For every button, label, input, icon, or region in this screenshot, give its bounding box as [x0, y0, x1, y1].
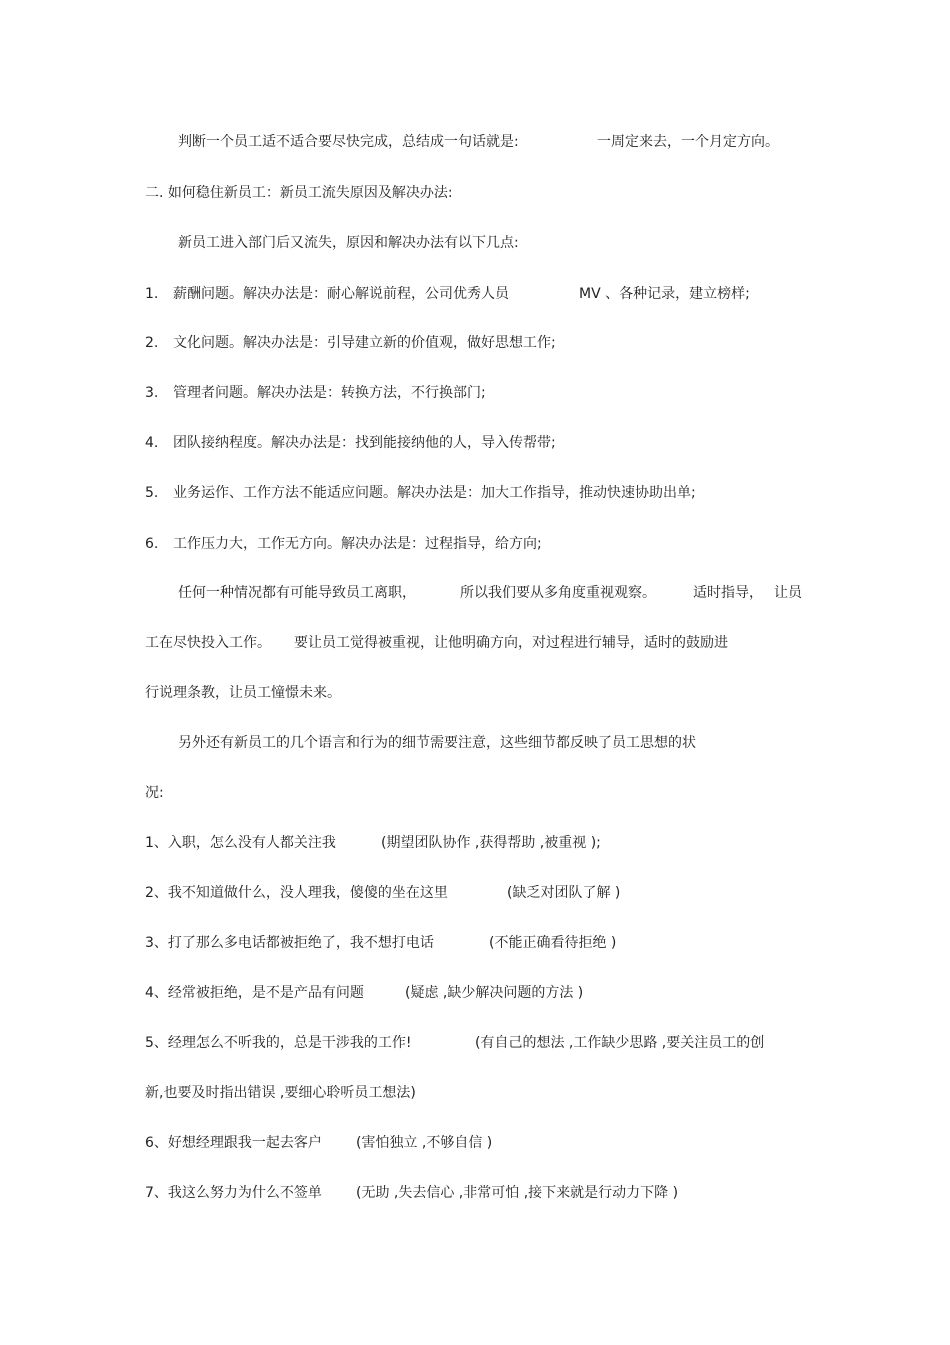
summary-text: 任何一种情况都有可能导致员工离职，	[178, 585, 416, 601]
detail-quote: 5、经理怎么不听我的，总是干涉我的工作!	[145, 1035, 412, 1051]
detail-quote: 3、打了那么多电话都被拒绝了，我不想打电话	[145, 935, 434, 951]
details-intro-line-2: 况:	[145, 785, 164, 801]
details-intro-line-1: 另外还有新员工的几个语言和行为的细节需要注意，这些细节都反映了员工思想的状	[178, 735, 696, 751]
detail-note: (缺乏对团队了解 )	[507, 885, 621, 901]
list-number: 5.	[145, 485, 159, 501]
list-text: 团队接纳程度。解决办法是：找到能接纳他的人，导入传帮带;	[173, 435, 556, 451]
detail-note: (害怕独立 ,不够自信 )	[356, 1135, 493, 1151]
intro-conclusion: 一周定来去，一个月定方向。	[597, 134, 779, 150]
list-text: 薪酬问题。解决办法是：耐心解说前程，公司优秀人员	[173, 286, 509, 302]
list-text: 文化问题。解决办法是：引导建立新的价值观，做好思想工作;	[173, 335, 556, 351]
detail-quote: 6、好想经理跟我一起去客户	[145, 1135, 322, 1151]
detail-quote: 4、经常被拒绝，是不是产品有问题	[145, 985, 364, 1001]
list-text: 管理者问题。解决办法是：转换方法，不行换部门;	[173, 385, 486, 401]
list-text: 工作压力大，工作无方向。解决办法是：过程指导，给方向;	[173, 536, 542, 552]
intro-text: 判断一个员工适不适合要尽快完成，总结成一句话就是:	[178, 134, 519, 150]
section-heading: 二. 如何稳住新员工：新员工流失原因及解决办法:	[145, 185, 453, 201]
list-number: 4.	[145, 435, 159, 451]
detail-item-continued: 新,也要及时指出错误 ,要细心聆听员工想法)	[145, 1085, 416, 1101]
detail-note: (期望团队协作 ,获得帮助 ,被重视 );	[381, 835, 601, 851]
list-text-continued: MV 、各种记录，建立榜样;	[579, 286, 750, 302]
list-number: 1.	[145, 286, 159, 302]
detail-quote: 1、入职，怎么没有人都关注我	[145, 835, 336, 851]
summary-text: 让员	[774, 585, 802, 601]
detail-note: (无助 ,失去信心 ,非常可怕 ,接下来就是行动力下降 )	[356, 1185, 679, 1201]
list-number: 2.	[145, 335, 159, 351]
summary-text: 工在尽快投入工作。	[145, 635, 271, 651]
detail-note: (有自己的想法 ,工作缺少思路 ,要关注员工的创	[475, 1035, 765, 1051]
summary-text: 所以我们要从多角度重视观察。	[460, 585, 656, 601]
detail-note: (疑虑 ,缺少解决问题的方法 )	[405, 985, 584, 1001]
summary-line-3: 行说理条教，让员工憧憬未来。	[145, 685, 341, 701]
summary-text: 要让员工觉得被重视，让他明确方向，对过程进行辅导，适时的鼓励进	[294, 635, 728, 651]
summary-text: 适时指导，	[693, 585, 763, 601]
detail-quote: 2、我不知道做什么，没人理我，傻傻的坐在这里	[145, 885, 448, 901]
list-number: 3.	[145, 385, 159, 401]
list-text: 业务运作、工作方法不能适应问题。解决办法是：加大工作指导，推动快速协助出单;	[173, 485, 696, 501]
list-number: 6.	[145, 536, 159, 552]
detail-quote: 7、我这么努力为什么不签单	[145, 1185, 322, 1201]
detail-note: (不能正确看待拒绝 )	[489, 935, 617, 951]
reasons-intro: 新员工进入部门后又流失，原因和解决办法有以下几点:	[178, 235, 519, 251]
